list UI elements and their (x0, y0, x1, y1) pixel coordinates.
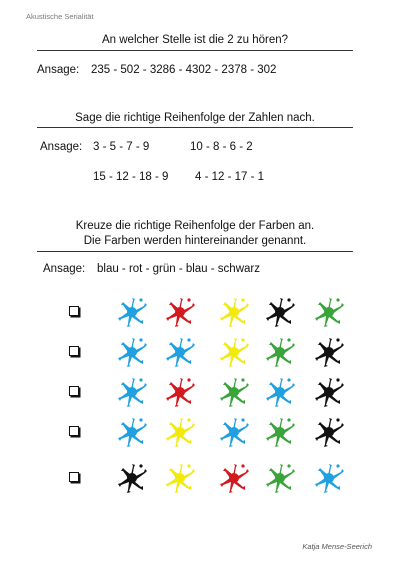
color-splat-schwarz-icon (117, 463, 147, 493)
color-splat-gruen-icon (265, 417, 295, 447)
divider (37, 50, 353, 51)
color-splat-schwarz-icon (265, 297, 295, 327)
color-splat-blau-icon (265, 377, 295, 407)
color-splat-gruen-icon (265, 463, 295, 493)
color-splat-schwarz-icon (314, 417, 344, 447)
instruction-heading: Die Farben werden hintereinander genannt. (83, 235, 307, 247)
color-splat-schwarz-icon (314, 337, 344, 367)
divider (37, 251, 353, 252)
question-heading: An welcher Stelle ist die 2 zu hören? (101, 34, 289, 46)
color-sequence: blau - rot - grün - blau - schwarz (97, 263, 260, 275)
color-splat-gruen-icon (219, 377, 249, 407)
color-splat-blau-icon (117, 417, 147, 447)
answer-checkbox[interactable] (69, 386, 79, 396)
color-splat-gelb-icon (165, 463, 195, 493)
color-splat-blau-icon (117, 297, 147, 327)
color-splat-rot-icon (165, 377, 195, 407)
color-splat-gruen-icon (265, 337, 295, 367)
number-sequence: 4 - 12 - 17 - 1 (195, 171, 265, 183)
color-splat-rot-icon (165, 297, 195, 327)
color-splat-gelb-icon (219, 337, 249, 367)
answer-label: Ansage: (40, 141, 83, 153)
color-splat-gelb-icon (219, 297, 249, 327)
color-splat-gruen-icon (314, 297, 344, 327)
answer-label: Ansage: (37, 64, 80, 76)
answer-checkbox[interactable] (69, 346, 79, 356)
color-splat-blau-icon (314, 463, 344, 493)
answer-checkbox[interactable] (69, 426, 79, 436)
color-splat-gelb-icon (165, 417, 195, 447)
author-credit: Katja Mense-Seerich (302, 542, 372, 551)
color-splat-rot-icon (219, 463, 249, 493)
instruction-heading: Sage die richtige Reihenfolge der Zahlen nach. (75, 112, 315, 124)
number-sequence: 10 - 8 - 6 - 2 (190, 141, 253, 153)
answer-checkbox[interactable] (69, 306, 79, 316)
number-sequence: 3 - 5 - 7 - 9 (93, 141, 150, 153)
color-splat-blau-icon (117, 337, 147, 367)
color-splat-blau-icon (219, 417, 249, 447)
number-sequence: 235 - 502 - 3286 - 4302 - 2378 - 302 (91, 64, 277, 76)
number-sequence: 15 - 12 - 18 - 9 (93, 171, 169, 183)
instruction-heading: Kreuze die richtige Reihenfolge der Farben an. (75, 220, 315, 232)
answer-label: Ansage: (43, 263, 86, 275)
color-splat-blau-icon (117, 377, 147, 407)
answer-checkbox[interactable] (69, 472, 79, 482)
color-splat-blau-icon (165, 337, 195, 367)
color-splat-schwarz-icon (314, 377, 344, 407)
divider (37, 127, 353, 128)
worksheet-title: Akustische Serialität (26, 12, 94, 21)
